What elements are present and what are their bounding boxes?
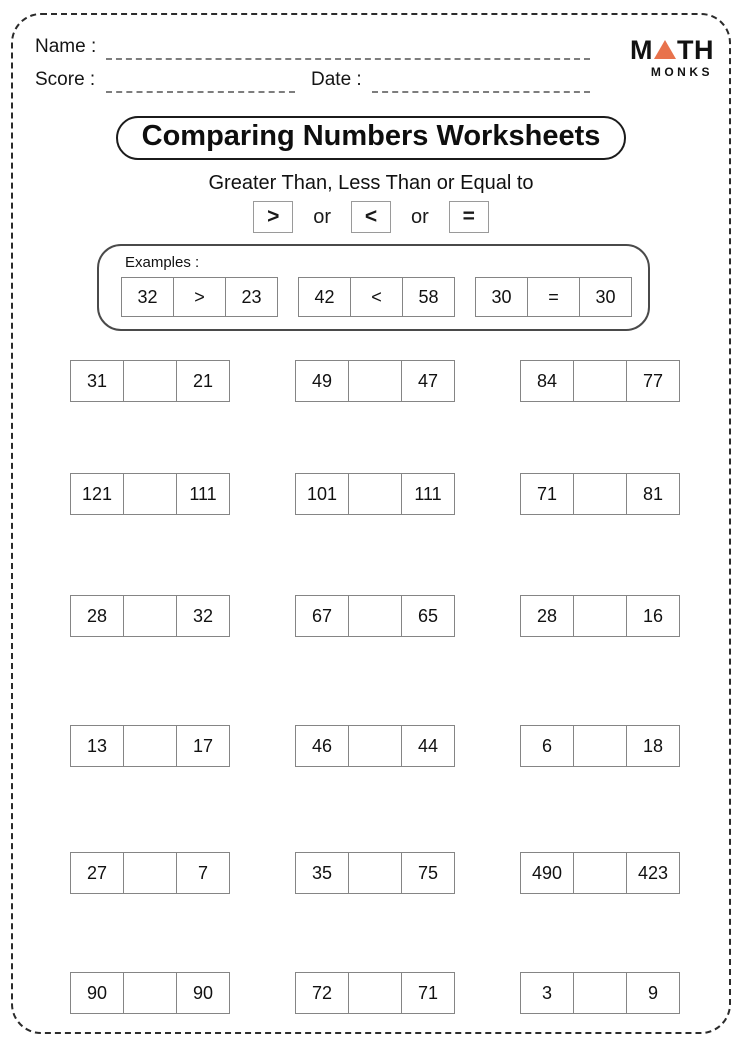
math-monks-logo [630,37,714,79]
example-left-number: 42 [298,277,351,317]
answer-cell[interactable] [348,360,402,402]
name-label: Name : [35,36,97,57]
example-right-number: 30 [579,277,632,317]
date-line[interactable] [372,77,590,93]
problem-table [70,473,230,515]
right-number: 7 [176,852,230,894]
right-number: 44 [401,725,455,767]
problem-row [70,473,680,515]
example-table [475,277,632,317]
answer-cell[interactable] [123,972,177,1014]
left-number: 101 [295,473,349,515]
example-operator: > [173,277,226,317]
left-number: 90 [70,972,124,1014]
answer-cell[interactable] [123,360,177,402]
problems-grid [70,360,680,1014]
problem-table [70,360,230,402]
left-number: 71 [520,473,574,515]
subtitle: Greater Than, Less Than or Equal to [208,172,534,194]
example-left-number: 32 [121,277,174,317]
problem-row [70,595,680,637]
left-number: 27 [70,852,124,894]
left-number: 72 [295,972,349,1014]
problem-table [295,852,455,894]
right-number: 81 [626,473,680,515]
problem-table [520,725,680,767]
problem-table [295,725,455,767]
problem-row [70,725,680,767]
problem-table [70,725,230,767]
logo-subtext: MONKS [650,65,713,79]
right-number: 111 [401,473,455,515]
symbol-legend [0,201,742,233]
example-right-number: 58 [402,277,455,317]
left-number: 490 [520,852,574,894]
answer-cell[interactable] [573,595,627,637]
problem-table [295,595,455,637]
left-number: 35 [295,852,349,894]
or-text: or [411,205,429,228]
example-table [298,277,455,317]
less-than-box: < [351,201,391,233]
left-number: 31 [70,360,124,402]
left-number: 28 [520,595,574,637]
left-number: 3 [520,972,574,1014]
title-container [0,116,742,160]
right-number: 21 [176,360,230,402]
answer-cell[interactable] [573,725,627,767]
problem-table [520,360,680,402]
problem-table [70,595,230,637]
answer-cell[interactable] [573,852,627,894]
greater-than-box: > [253,201,293,233]
problem-table [70,972,230,1014]
or-text: or [313,205,331,228]
problem-table [70,852,230,894]
answer-cell[interactable] [348,595,402,637]
problem-table [520,473,680,515]
answer-cell[interactable] [123,473,177,515]
example-left-number: 30 [475,277,528,317]
answer-cell[interactable] [123,852,177,894]
right-number: 9 [626,972,680,1014]
score-line[interactable] [106,77,295,93]
right-number: 65 [401,595,455,637]
right-number: 32 [176,595,230,637]
right-number: 111 [176,473,230,515]
problem-row [70,972,680,1014]
problem-row [70,852,680,894]
problem-row [70,360,680,402]
name-line[interactable] [106,44,590,60]
left-number: 6 [520,725,574,767]
equal-box: = [449,201,489,233]
problem-table [295,360,455,402]
answer-cell[interactable] [123,595,177,637]
answer-cell[interactable] [573,473,627,515]
left-number: 46 [295,725,349,767]
examples-label: Examples : [125,254,200,271]
examples-panel [97,244,650,331]
problem-table [295,972,455,1014]
problem-table [520,852,680,894]
left-number: 67 [295,595,349,637]
example-table [121,277,278,317]
page-title: Comparing Numbers Worksheets [116,116,627,160]
answer-cell[interactable] [123,725,177,767]
right-number: 77 [626,360,680,402]
answer-cell[interactable] [573,972,627,1014]
answer-cell[interactable] [348,972,402,1014]
left-number: 13 [70,725,124,767]
logo-triangle-icon [654,40,676,59]
date-label: Date : [311,69,362,90]
left-number: 84 [520,360,574,402]
right-number: 90 [176,972,230,1014]
right-number: 47 [401,360,455,402]
right-number: 16 [626,595,680,637]
left-number: 121 [70,473,124,515]
problem-table [295,473,455,515]
answer-cell[interactable] [348,725,402,767]
right-number: 75 [401,852,455,894]
left-number: 28 [70,595,124,637]
problem-table [520,972,680,1014]
answer-cell[interactable] [348,852,402,894]
logo-text-th: TH [677,35,714,65]
logo-wordmark [630,37,714,64]
score-label: Score : [35,69,96,90]
right-number: 17 [176,725,230,767]
example-right-number: 23 [225,277,278,317]
right-number: 71 [401,972,455,1014]
right-number: 423 [626,852,680,894]
answer-cell[interactable] [348,473,402,515]
problem-table [520,595,680,637]
examples-row [99,277,648,317]
example-operator: < [350,277,403,317]
left-number: 49 [295,360,349,402]
right-number: 18 [626,725,680,767]
answer-cell[interactable] [573,360,627,402]
example-operator: = [527,277,580,317]
logo-text-m: M [630,35,653,65]
